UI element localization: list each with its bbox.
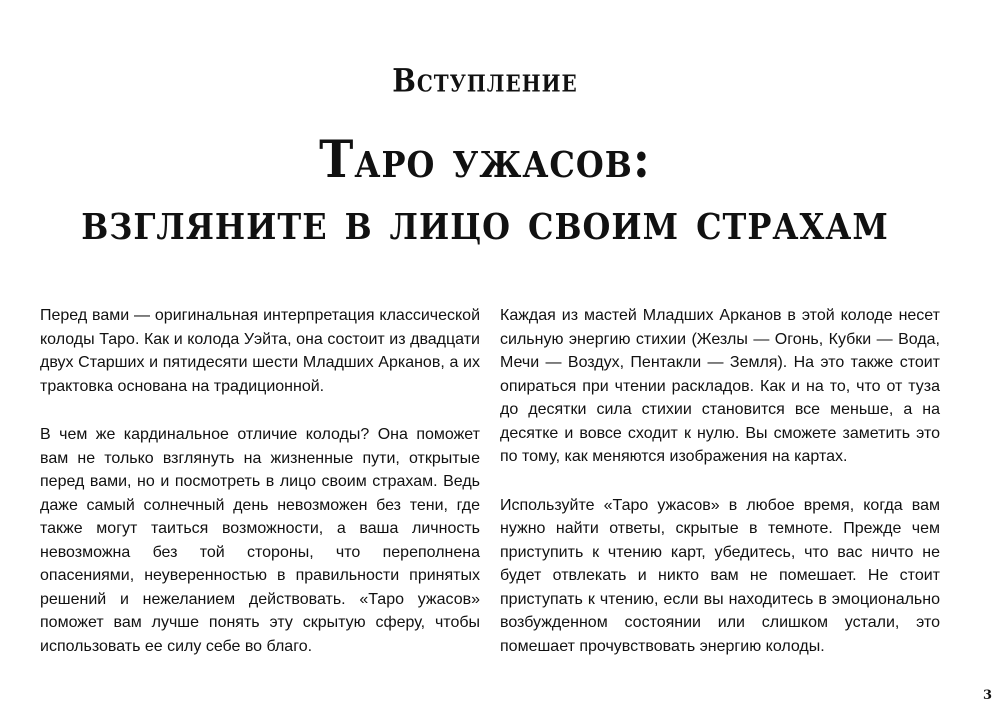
section-label-text: Вступление [392, 61, 578, 100]
paragraph: Используйте «Таро ужасов» в любое время, когда вам нужно найти ответы, скрытые в темноте. Прежде чем приступить к чтению карт, убедитесь, что вас ничто не будет отвлекать и никто вам не помешает. Не стоит приступать к чтению, если вы находитесь в эмоционально возбужденном состоянии или слишком устали, это помешает прочувствовать энергию колоды. [500, 496, 940, 655]
page-number: 3 [982, 688, 992, 703]
section-label [0, 62, 970, 100]
right-text-column [500, 304, 940, 683]
paragraph: Каждая из мастей Младших Арканов в этой колоде несет сильную энергию стихии (Жезлы — Огонь, Кубки — Вода, Мечи — Воздух, Пентакли — Земля). На это также стоит опираться при чтении раскладов. Как и на то, что от туза до десятки сила стихии становится все меньше, а на десятке и вовсе сходит к нулю. Вы сможете заметить это по тому, как меняются изображения на картах. [500, 307, 940, 465]
paragraph: В чем же кардинальное отличие колоды? Она поможет вам не только взглянуть на жизненные пути, открытые перед вами, но и посмотреть в лицо своим страхам. Ведь даже самый солнечный день невозможен без тени, где также могут таиться возможности, а ваша личность невозможна без той стороны, что переполнена опасениями, неуверенностью в правильности принятых решений и нежеланием действовать. «Таро ужасов» поможет вам лучше понять эту скрытую сферу, чтобы использовать ее силу себе во благо. [40, 426, 480, 655]
title-line-1: Таро ужасов: [319, 128, 651, 190]
title-line-2: взгляните в лицо своим страхам [81, 190, 889, 252]
paragraph: Перед вами — оригинальная интерпретация классической колоды Таро. Как и колода Уэйта, она состоит из двадцати двух Старших и пятидесяти шести Младших Арканов, а их трактовка основана на традиционной. [40, 307, 480, 395]
page-title [0, 128, 970, 252]
left-text-column [40, 304, 480, 683]
